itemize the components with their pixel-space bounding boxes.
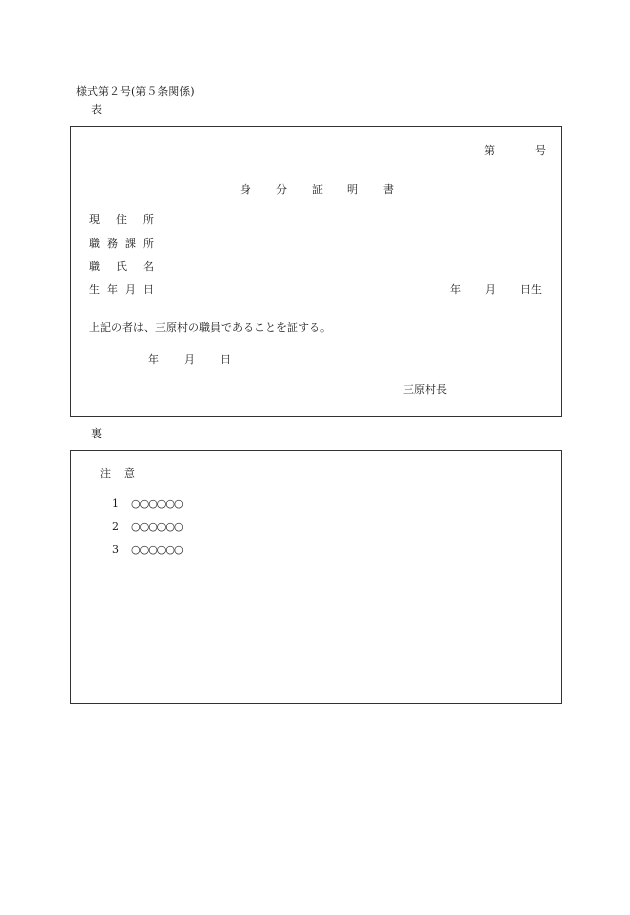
issuer-mayor: 三原村長 — [403, 383, 447, 396]
title-char-3: 証 — [312, 183, 323, 196]
id-card-back — [70, 450, 562, 704]
name-label-1: 職 — [89, 260, 100, 273]
issue-day: 日 — [220, 353, 231, 366]
issue-year: 年 — [148, 353, 159, 366]
birthdate-label-4: 日 — [143, 283, 154, 296]
form-label: 様式第２号(第５条関係) — [76, 85, 195, 98]
number-dai: 第 — [484, 144, 495, 157]
title-char-5: 書 — [383, 183, 394, 196]
notice-item-number: 2 — [112, 520, 119, 533]
notice-heading-2: 意 — [124, 467, 135, 480]
notice-item-number: 1 — [112, 497, 119, 510]
name-label-2: 氏 — [116, 260, 127, 273]
birth-year: 年 — [450, 283, 461, 296]
dept-label-4: 所 — [143, 237, 154, 250]
birth-month: 月 — [485, 283, 496, 296]
front-label: 表 — [91, 103, 102, 116]
title-char-2: 分 — [276, 183, 287, 196]
back-label: 裏 — [91, 427, 102, 440]
dept-label-3: 課 — [125, 237, 136, 250]
birthdate-label-2: 年 — [107, 283, 118, 296]
dept-label-1: 職 — [89, 237, 100, 250]
notice-item-text: ○○○○○○ — [131, 543, 183, 556]
notice-item-text: ○○○○○○ — [131, 497, 183, 510]
title-char-4: 明 — [347, 183, 358, 196]
dept-label-2: 務 — [107, 237, 118, 250]
number-go: 号 — [535, 144, 546, 157]
certification-statement: 上記の者は、三原村の職員であることを証する。 — [89, 321, 331, 334]
notice-item-number: 3 — [112, 543, 119, 556]
notice-heading-1: 注 — [100, 467, 111, 480]
title-char-1: 身 — [240, 183, 251, 196]
birthdate-label-3: 月 — [125, 283, 136, 296]
birth-day: 日生 — [520, 283, 542, 296]
name-label-3: 名 — [143, 260, 154, 273]
issue-month: 月 — [184, 353, 195, 366]
birthdate-label-1: 生 — [89, 283, 100, 296]
address-label-2: 住 — [116, 213, 127, 226]
address-label-1: 現 — [89, 213, 100, 226]
address-label-3: 所 — [143, 213, 154, 226]
notice-item-text: ○○○○○○ — [131, 520, 183, 533]
